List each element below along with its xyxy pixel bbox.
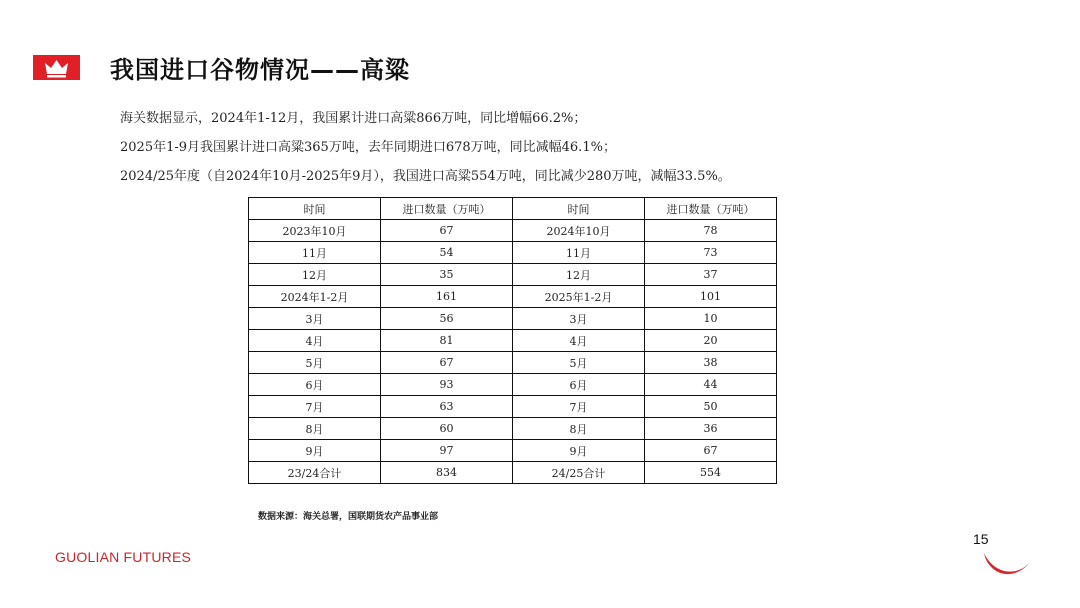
cell-volume-right: 67 [645, 440, 777, 462]
table-row [249, 352, 777, 374]
cell-time-left: 3月 [249, 308, 381, 330]
cell-time-left: 7月 [249, 396, 381, 418]
cell-volume-left: 97 [381, 440, 513, 462]
swoosh-logo-icon [978, 545, 1038, 585]
cell-volume-left: 81 [381, 330, 513, 352]
cell-volume-right: 20 [645, 330, 777, 352]
cell-time-right: 12月 [513, 264, 645, 286]
cell-time-right: 2025年1-2月 [513, 286, 645, 308]
table-row [249, 396, 777, 418]
cell-time-left: 11月 [249, 242, 381, 264]
cell-time-left: 6月 [249, 374, 381, 396]
cell-volume-left: 93 [381, 374, 513, 396]
cell-volume-left: 834 [381, 462, 513, 484]
table-row [249, 220, 777, 242]
data-source-note: 数据来源：海关总署，国联期货农产品事业部 [258, 512, 439, 522]
cell-time-right: 3月 [513, 308, 645, 330]
cell-volume-right: 101 [645, 286, 777, 308]
cell-volume-left: 60 [381, 418, 513, 440]
brand-name: GUOLIAN FUTURES [55, 549, 192, 565]
cell-time-left: 4月 [249, 330, 381, 352]
cell-volume-left: 56 [381, 308, 513, 330]
logo-badge [33, 55, 80, 80]
cell-time-right: 7月 [513, 396, 645, 418]
header-time-left: 时间 [249, 198, 381, 220]
cell-volume-right: 554 [645, 462, 777, 484]
cell-time-left: 23/24合计 [249, 462, 381, 484]
cell-time-right: 24/25合计 [513, 462, 645, 484]
table-header-row [249, 198, 777, 220]
cell-volume-left: 67 [381, 220, 513, 242]
page-title: 我国进口谷物情况——高粱 [110, 56, 410, 84]
table-row [249, 462, 777, 484]
cell-time-right: 9月 [513, 440, 645, 462]
header-volume-left: 进口数量（万吨） [381, 198, 513, 220]
cell-volume-right: 50 [645, 396, 777, 418]
cell-time-left: 8月 [249, 418, 381, 440]
summary-line-2: 2025年1-9月我国累计进口高粱365万吨，去年同期进口678万吨，同比减幅46.1%； [120, 140, 616, 155]
cell-time-left: 5月 [249, 352, 381, 374]
header-time-right: 时间 [513, 198, 645, 220]
cell-volume-right: 38 [645, 352, 777, 374]
header-volume-right: 进口数量（万吨） [645, 198, 777, 220]
cell-time-right: 11月 [513, 242, 645, 264]
table-row [249, 308, 777, 330]
table-row [249, 286, 777, 308]
cell-time-right: 6月 [513, 374, 645, 396]
cell-volume-right: 44 [645, 374, 777, 396]
cell-time-right: 8月 [513, 418, 645, 440]
cell-volume-left: 63 [381, 396, 513, 418]
cell-time-right: 5月 [513, 352, 645, 374]
cell-volume-right: 36 [645, 418, 777, 440]
cell-volume-left: 67 [381, 352, 513, 374]
summary-line-3: 2024/25年度（自2024年10月-2025年9月），我国进口高粱554万吨，同比减少280万吨，减幅33.5%。 [120, 169, 731, 184]
cell-time-right: 2024年10月 [513, 220, 645, 242]
crown-icon [33, 55, 80, 80]
cell-volume-left: 54 [381, 242, 513, 264]
cell-volume-right: 73 [645, 242, 777, 264]
table-row [249, 418, 777, 440]
table-row [249, 330, 777, 352]
table-row [249, 264, 777, 286]
cell-volume-left: 161 [381, 286, 513, 308]
sorghum-import-table [248, 197, 777, 484]
table-row [249, 440, 777, 462]
cell-volume-right: 37 [645, 264, 777, 286]
table-row [249, 374, 777, 396]
table-row [249, 242, 777, 264]
cell-volume-right: 10 [645, 308, 777, 330]
cell-time-left: 2023年10月 [249, 220, 381, 242]
cell-volume-left: 35 [381, 264, 513, 286]
cell-volume-right: 78 [645, 220, 777, 242]
page-number: 15 [973, 531, 989, 547]
cell-time-right: 4月 [513, 330, 645, 352]
summary-line-1: 海关数据显示，2024年1-12月，我国累计进口高粱866万吨，同比增幅66.2%； [120, 111, 587, 126]
cell-time-left: 9月 [249, 440, 381, 462]
cell-time-left: 12月 [249, 264, 381, 286]
cell-time-left: 2024年1-2月 [249, 286, 381, 308]
